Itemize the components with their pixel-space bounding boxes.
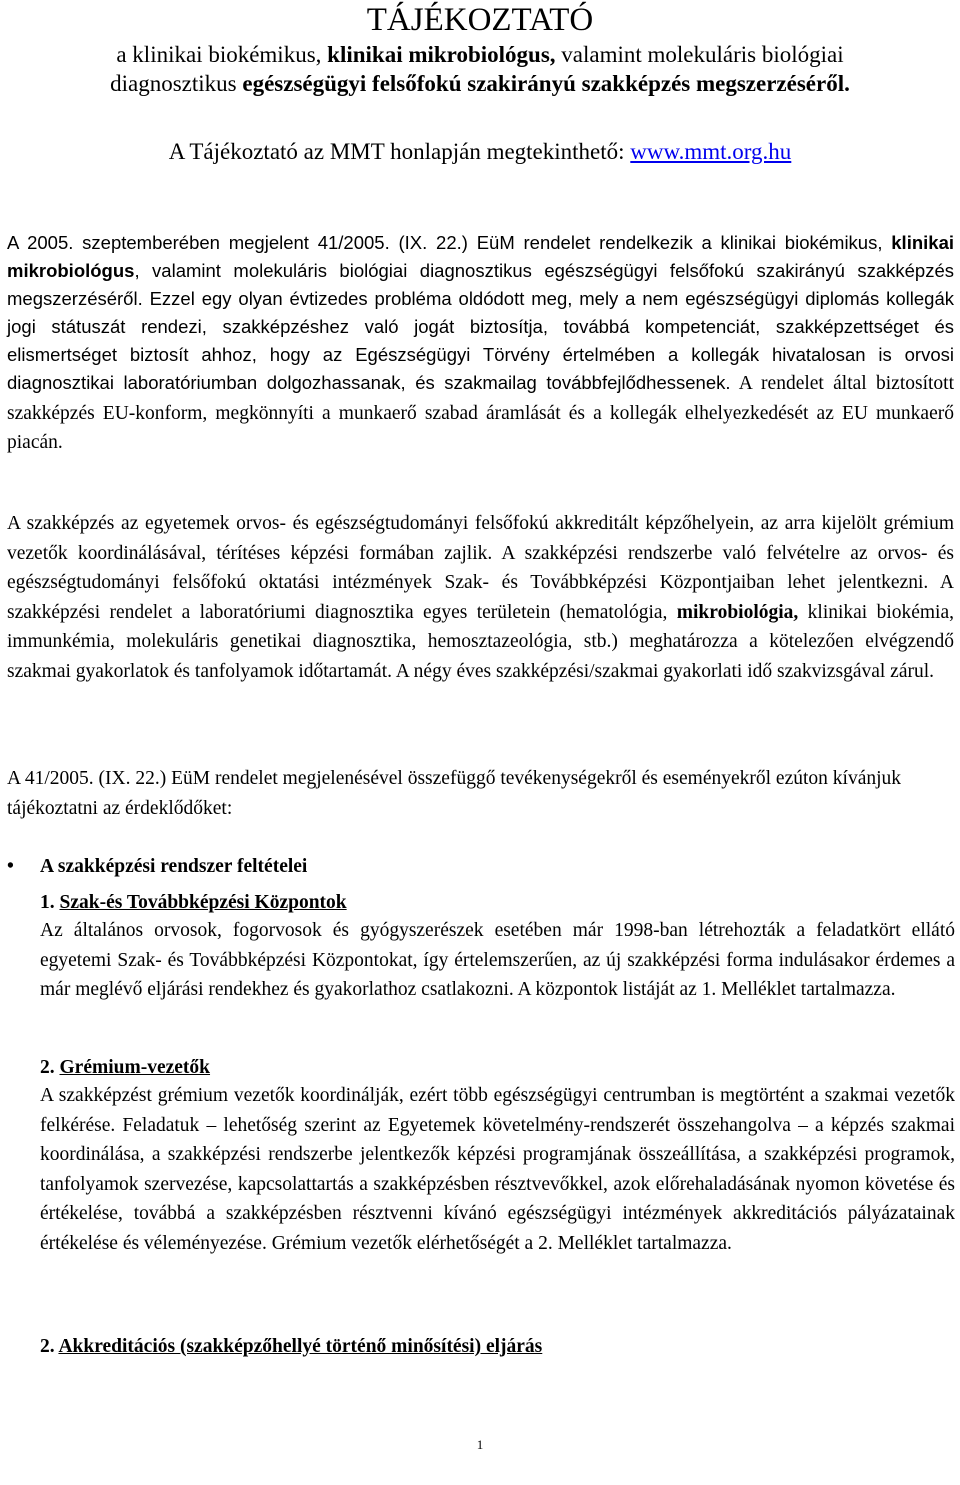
events-intro-paragraph: A 41/2005. (IX. 22.) EüM rendelet megjelenésével összefüggő tevékenységekről és eseményekről ezúton kívánjuk tájékoztatni az érdeklődőket: bbox=[7, 768, 902, 819]
page-number: 1 bbox=[476, 1437, 484, 1452]
intro-text: , valamint molekuláris biológiai diagnosztikus egészségügyi felsőfokú szakirányú szakképzés megszerzéséről. Ezzel egy olyan évtizedes probléma oldódott meg, mely a nem egészségügyi diplomás kollegák jogi státuszát rendezi, szakképzéshez való jogát biztosítja, továbbá kompetenciát, szakképzettséget és elismertséget biztosít ahhoz, hogy az Egészségügyi Törvény értelmében a kollegák hivatalosan is orvosi diagnosztikai laboratóriumban dolgozhassanak, és szakmailag továbbfejlődhessenek. bbox=[7, 260, 954, 393]
section-number: 2. bbox=[40, 1057, 60, 1078]
section-2-heading bbox=[40, 1053, 210, 1083]
training-paragraph bbox=[7, 509, 954, 686]
section-3-heading bbox=[40, 1332, 542, 1362]
website-notice-text: A Tájékoztató az MMT honlapján megtekinthető: bbox=[168, 139, 631, 164]
section-number: 2. bbox=[40, 1336, 59, 1357]
intro-text: A 2005. szeptemberében megjelent 41/2005. (IX. 22.) EüM rendelet rendelkezik a klinikai biokémikus, bbox=[7, 232, 892, 253]
section-title: Grémium-vezetők bbox=[59, 1057, 211, 1078]
subtitle-line-2 bbox=[0, 69, 960, 98]
website-link[interactable]: www.mmt.org.hu bbox=[630, 139, 792, 164]
training-text: klinikai biokémia, immunkémia, molekuláris genetikai diagnosztika, hemosztazeológia, stb.) meghatározza a kötelezően elvégzendő szakmai gyakorlatok és tanfolyamok időtartamát. A négy éves szakképzési/szakmai gyakorlati idő szakvizsgával zárul. bbox=[7, 601, 955, 682]
section-1-heading bbox=[40, 888, 347, 918]
intro-paragraph bbox=[7, 229, 954, 458]
intro-bold-text: klinikai mikrobiológus bbox=[7, 232, 954, 281]
website-notice bbox=[0, 137, 960, 166]
section-1-body: Az általános orvosok, fogorvosok és gyógyszerészek esetében már 1998-ban létrehozták a feladatkört ellátó egyetemi Szak- és Továbbképzési Központokat, így értelemszerűen, az új szakképzési forma indulásakor érdemes a már meglévő eljárási rendekhez és gyakorlathoz csatlakozni. A központok listáját az 1. Melléklet tartalmazza. bbox=[40, 920, 955, 1000]
section-2-body: A szakképzést grémium vezetők koordinálják, ezért több egészségügyi centrumban is megtörtént a szakmai vezetők felkérése. Feladatuk – lehetőség szerint az Egyetemek követelmény-rendszerét összehangolva – a képzés szakmai koordinálása, a szakképzési rendszerbe jelentkezők képzési programjának összeállítása, a szakképzési programok, tanfolyamok szervezése, kapcsolattartás a szakképzésben résztvevőkkel, azok előrehaladásának nyomon követése és értékelése, továbbá a szakképzésben résztvenni kívánó egészségügyi intézmények akkreditációs pályázatainak értékelése és véleményezése. Grémium vezetők elérhetőségét a 2. Melléklet tartalmazza. bbox=[40, 1085, 955, 1254]
bullet-text: A szakképzési rendszer feltételei bbox=[40, 856, 308, 877]
subtitle-bold-text: egészségügyi felsőfokú szakirányú szakképzés megszerzéséről. bbox=[242, 71, 850, 96]
training-text: A szakképzés az egyetemek orvos- és egészségtudományi felsőfokú akkreditált képzőhelyein, az arra kijelölt grémium vezetők koordinálásával, térítéses képzési formában zajlik. A szakképzési rendszerbe való felvételre az orvos- és egészségtudományi felsőfokú oktatási intézmények Szak- és Továbbképzési Központjaiban lehet jelentkezni. A szakképzési rendelet a laboratóriumi diagnosztika egyes területein (hematológia, bbox=[7, 513, 954, 623]
training-bold-text: mikrobiológia, bbox=[676, 601, 799, 623]
subtitle-bold-text: klinikai mikrobiológus, bbox=[327, 42, 556, 67]
section-title: Akkreditációs (szakképzőhellyé történő minősítési) eljárás bbox=[58, 1336, 543, 1357]
intro-serif-text: A rendelet által biztosított szakképzés EU-konform, megkönnyíti a munkaerő szabad áramlását és a kollegák elhelyezkedését az EU munkaerő piacán. bbox=[7, 373, 955, 453]
document-title: TÁJÉKOZTATÓ bbox=[366, 2, 594, 38]
subtitle-line-1 bbox=[0, 40, 960, 69]
bullet-icon: • bbox=[7, 856, 14, 877]
subtitle-text: diagnosztikus bbox=[110, 71, 243, 96]
subtitle-text: a klinikai biokémikus, bbox=[116, 42, 328, 67]
section-number: 1. bbox=[40, 892, 60, 913]
section-title: Szak-és Továbbképzési Központok bbox=[59, 892, 347, 913]
subtitle-text: valamint molekuláris biológiai bbox=[555, 42, 844, 67]
